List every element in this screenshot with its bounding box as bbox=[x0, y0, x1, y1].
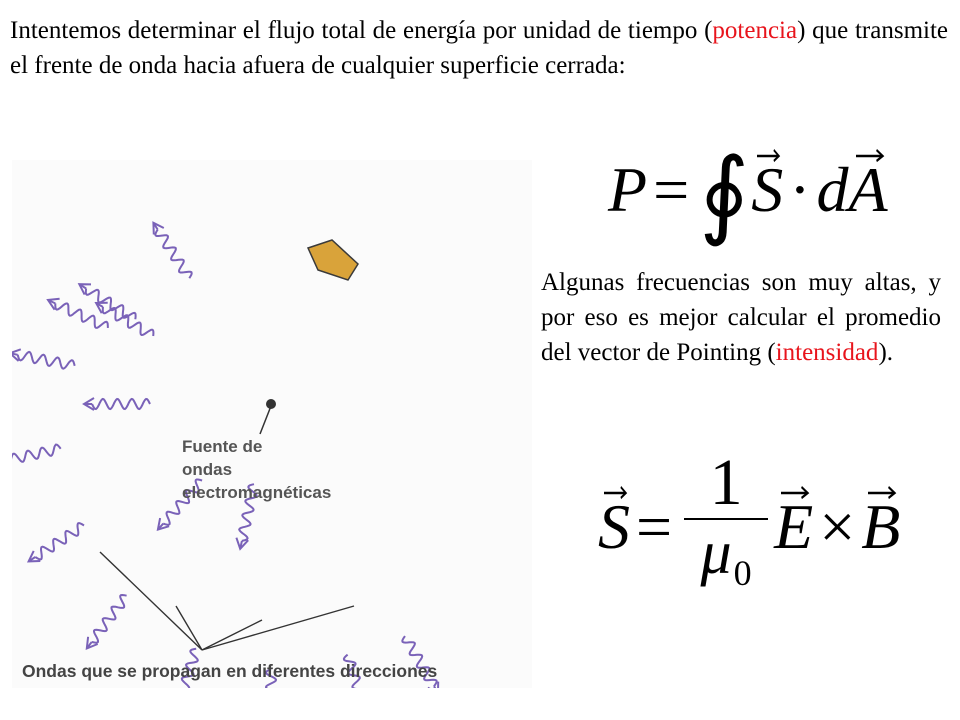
equals-sign: = bbox=[636, 491, 673, 562]
fraction-denominator bbox=[701, 520, 752, 606]
closed-integral-symbol: ∮ bbox=[699, 140, 750, 247]
vector-s-letter: S bbox=[598, 491, 630, 562]
fraction bbox=[684, 448, 768, 606]
source-label-line-2: ondas bbox=[182, 460, 233, 479]
magnetic-field-vector bbox=[861, 491, 901, 562]
pointing-vector-symbol bbox=[751, 154, 784, 225]
mu-subscript: 0 bbox=[733, 553, 752, 593]
pointing-vector-formula bbox=[598, 446, 901, 602]
figure-caption: Ondas que se propagan en diferentes direcciones bbox=[22, 661, 438, 681]
wave-figure-canvas bbox=[12, 160, 532, 688]
differential-d: d bbox=[816, 154, 849, 225]
intensity-highlight: intensidad bbox=[775, 339, 879, 366]
electric-field-vector bbox=[774, 491, 814, 562]
equals-sign: = bbox=[653, 154, 690, 225]
power-highlight: potencia bbox=[712, 17, 798, 44]
vector-a-letter: A bbox=[848, 154, 888, 225]
vector-arrow-icon bbox=[781, 485, 808, 499]
figure-background bbox=[12, 160, 532, 688]
fraction-numerator: 1 bbox=[709, 446, 743, 519]
wave-propagation-figure bbox=[12, 160, 532, 688]
cross-operator: × bbox=[819, 491, 856, 562]
intro-text-before: Intentemos determinar el flujo total de energía por unidad de tiempo ( bbox=[10, 17, 713, 44]
vector-s-letter: S bbox=[751, 154, 784, 225]
source-label-line-1: Fuente de bbox=[182, 437, 263, 456]
dot-operator: · bbox=[789, 154, 811, 225]
vector-arrow-icon bbox=[856, 148, 883, 162]
mu-symbol: μ bbox=[700, 519, 732, 587]
intro-text-after: ) que transmite el frente de onda hacia afuera de cualquier superficie cerrada: bbox=[10, 17, 949, 79]
area-vector-symbol bbox=[848, 154, 888, 225]
intensity-paragraph bbox=[541, 265, 941, 370]
source-label-line-3: electromagnéticas bbox=[182, 483, 332, 502]
wave-source-dot bbox=[266, 399, 276, 409]
vector-arrow-icon bbox=[757, 148, 779, 162]
pointing-vector-lhs bbox=[598, 491, 630, 562]
vector-arrow-icon bbox=[868, 485, 895, 499]
vector-b-letter: B bbox=[861, 491, 901, 562]
vector-e-letter: E bbox=[774, 491, 814, 562]
intro-paragraph bbox=[10, 13, 948, 83]
power-formula bbox=[608, 140, 888, 247]
intensity-text-before: Algunas frecuencias son muy altas, y por eso es mejor calcular el promedio del vector de Pointing ( bbox=[541, 269, 941, 366]
intensity-text-after: ). bbox=[878, 339, 894, 366]
vector-arrow-icon bbox=[604, 485, 626, 499]
power-symbol: P bbox=[608, 154, 648, 225]
